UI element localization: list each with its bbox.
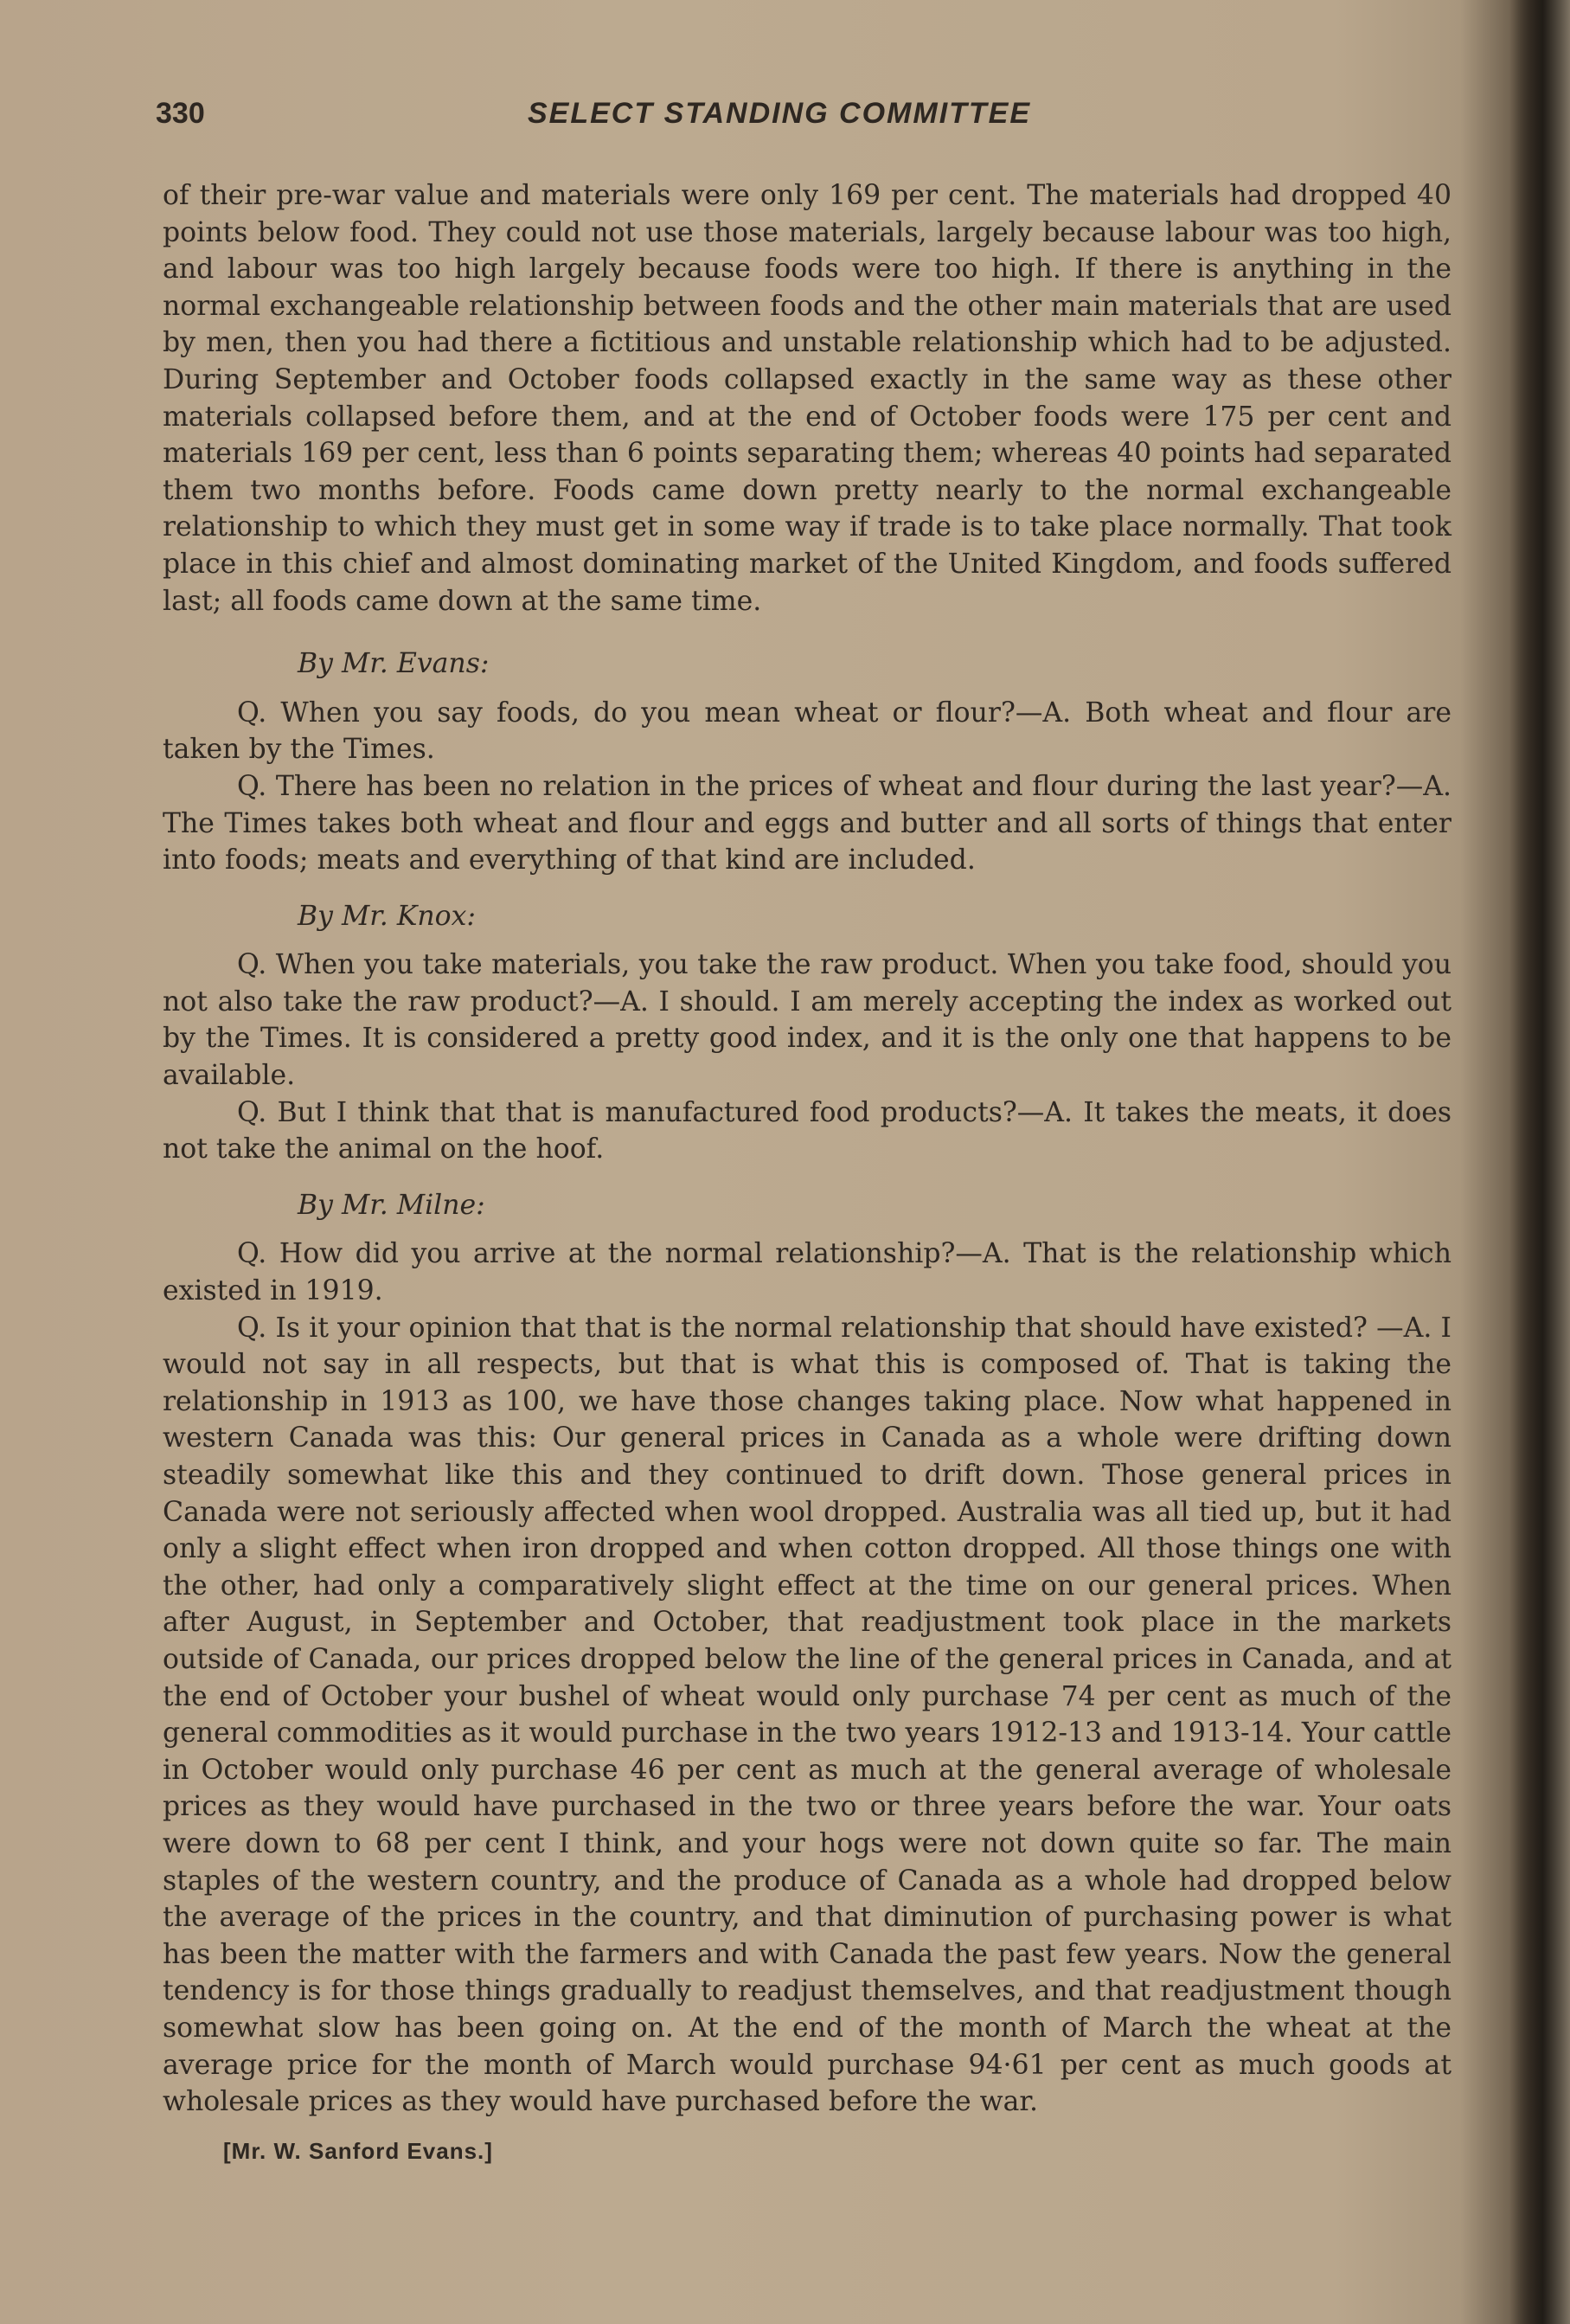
paragraph-continuation: of their pre-war value and materials were only 169 per cent. The materials had dropped 40 points below food. They could not use those materials, largely because labour was too high, and labour was too high largely because foods were too high. If there is anything in the normal exchangeable relationship between foods and the other main materials that are used by men, then you had there a fictitious and unstable relationship which had to be adjusted. During September and October foods collapsed exactly in the same way as these other materials collapsed before them, and at the end of October foods were 175 per cent and materials 169 per cent, less than 6 points separating them; whereas 40 points had separated them two months before. Foods came down pretty nearly to the normal exchangeable relationship to which they must get in some way if trade is to take place normally. That took place in this chief and almost dominating market of the United Kingdom, and foods suffered last; all foods came down at the same time. <box>163 180 1451 617</box>
running-head: SELECT STANDING COMMITTEE <box>528 97 1032 130</box>
witness-signature: [Mr. W. Sanford Evans.] <box>223 2137 493 2164</box>
page-header <box>156 97 1453 140</box>
question-answer: Q. But I think that that is manufactured food products?—A. It takes the meats, it does not take the animal on the hoof. <box>163 1096 1451 1165</box>
book-spine-shadow <box>1509 0 1570 2324</box>
speaker-heading-milne: By Mr. Milne: <box>298 1189 485 1221</box>
question-answer: Q. There has been no relation in the prices of wheat and flour during the last year?—A. The Times takes both wheat and flour and eggs and butter and all sorts of things that enter into foods; meats and everything of that kind are included. <box>163 770 1451 876</box>
question-answer: Q. When you say foods, do you mean wheat or flour?—A. Both wheat and flour are taken by the Times. <box>163 697 1451 766</box>
question-answer: Q. How did you arrive at the normal relationship?—A. That is the relationship which existed in 1919. <box>163 1238 1451 1307</box>
question-answer: Q. Is it your opinion that that is the normal relationship that should have existed? —A. I would not say in all respects, but that is what this is composed of. That is taking the relationship in 1913 as 100, we have those changes taking place. Now what happened in western Canada was this: Our general prices in Canada as a whole were drifting down steadily somewhat like this and they continued to drift down. Those general prices in Canada were not seriously affected when wool dropped. Australia was all tied up, but it had only a slight effect when iron dropped and when cotton dropped. All those things one with the other, had only a comparatively slight effect at the time on our general prices. When after August, in September and October, that readjustment took place in the markets outside of Canada, our prices dropped below the line of the general prices in Canada, and at the end of October your bushel of wheat would only purchase 74 per cent as much of the general commodities as it would purchase in the two years 1912-13 and 1913-14. Your cattle in October would only purchase 46 per cent as much at the general average of wholesale prices as they would have purchased in the two or three years before the war. Your oats were down to 68 per cent I think, and your hogs were not down quite so far. The main staples of the western country, and the produce of Canada as a whole had dropped below the average of the prices in the country, and that diminution of purchasing power is what has been the matter with the farmers and with Canada the past few years. Now the general tendency is for those things gradually to readjust themselves, and that readjustment though somewhat slow has been going on. At the end of the month of March the wheat at the average price for the month of March would purchase 94·61 per cent as much goods at wholesale prices as they would have purchased before the war. <box>163 1312 1451 2118</box>
speaker-heading-knox: By Mr. Knox: <box>298 900 476 932</box>
page-body <box>163 177 1451 2169</box>
page-number: 330 <box>156 97 205 130</box>
speaker-heading-evans: By Mr. Evans: <box>298 648 490 680</box>
question-answer: Q. When you take materials, you take the raw product. When you take food, should you not also take the raw product?—A. I should. I am merely accepting the index as worked out by the Times. It is considered a pretty good index, and it is the only one that happens to be available. <box>163 949 1451 1092</box>
